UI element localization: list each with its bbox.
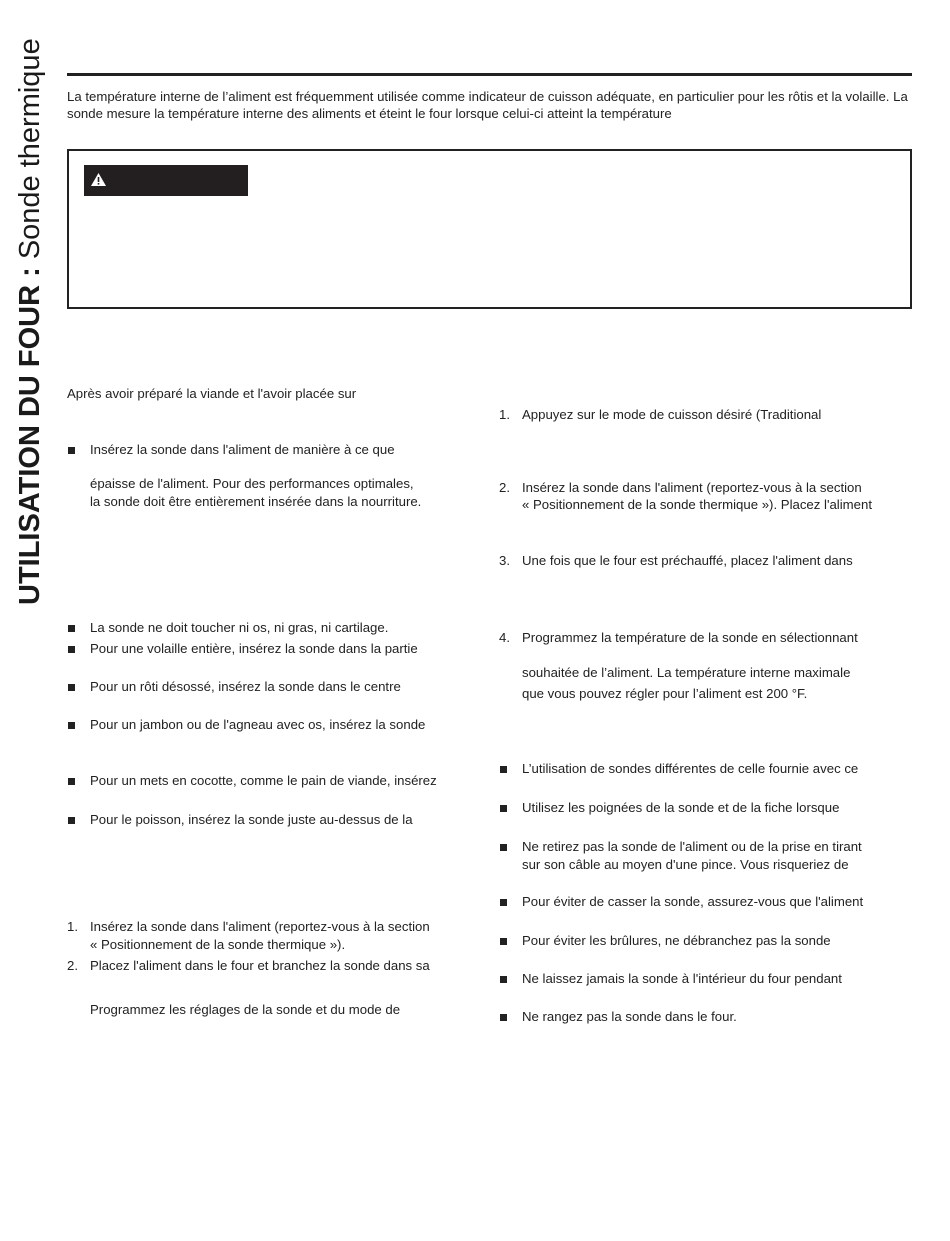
- left-step-2-number: 2.: [67, 958, 78, 973]
- right-step-3-number: 3.: [499, 553, 510, 568]
- insert-bullet-line-2: épaisse de l'aliment. Pour des performances optimales,: [90, 476, 414, 491]
- bullet-marker: [68, 778, 75, 785]
- right-bullet-1: L’utilisation de sondes différentes de celle fournie avec ce: [522, 761, 859, 776]
- bullet-marker: [68, 447, 75, 454]
- right-step-4-cont-2: que vous pouvez régler pour l’aliment est 200 °F.: [522, 686, 808, 701]
- right-step-2-line-2: « Positionnement de la sonde thermique »). Placez l'aliment: [522, 497, 872, 512]
- right-step-2-number: 2.: [499, 480, 510, 495]
- left-bullet-6: Pour le poisson, insérez la sonde juste au-dessus de la: [90, 812, 413, 827]
- side-title: [10, 38, 50, 708]
- bullet-marker: [500, 805, 507, 812]
- right-bullet-6: Ne laissez jamais la sonde à l'intérieur du four pendant: [522, 971, 842, 986]
- insert-bullet-line-1: Insérez la sonde dans l'aliment de manière à ce que: [90, 442, 395, 457]
- bullet-marker: [500, 766, 507, 773]
- warning-label: [84, 165, 248, 196]
- left-step-1-line-1: Insérez la sonde dans l'aliment (reportez-vous à la section: [90, 919, 430, 934]
- bullet-marker: [68, 625, 75, 632]
- right-bullet-3-line-2: sur son câble au moyen d'une pince. Vous risqueriez de: [522, 857, 849, 872]
- right-step-4-cont-1: souhaitée de l’aliment. La température interne maximale: [522, 665, 851, 680]
- side-title-bold: UTILISATION DU FOUR :: [14, 266, 46, 605]
- left-bullet-3: Pour un rôti désossé, insérez la sonde dans le centre: [90, 679, 401, 694]
- left-step-1-line-2: « Positionnement de la sonde thermique »).: [90, 937, 346, 952]
- bullet-marker: [68, 722, 75, 729]
- side-title-regular: Sonde thermique: [14, 38, 46, 267]
- right-bullet-3-line-1: Ne retirez pas la sonde de l'aliment ou de la prise en tirant: [522, 839, 862, 854]
- insert-bullet-line-3: la sonde doit être entièrement insérée dans la nourriture.: [90, 494, 422, 509]
- bullet-marker: [500, 938, 507, 945]
- right-step-4-line-1: Programmez la température de la sonde en sélectionnant: [522, 630, 858, 645]
- left-bullet-5: Pour un mets en cocotte, comme le pain de viande, insérez: [90, 773, 437, 788]
- bullet-marker: [500, 899, 507, 906]
- right-bullet-2: Utilisez les poignées de la sonde et de la fiche lorsque: [522, 800, 840, 815]
- left-bullet-1: La sonde ne doit toucher ni os, ni gras, ni cartilage.: [90, 620, 389, 635]
- top-rule: [67, 73, 912, 76]
- left-step-2-line-1: Placez l'aliment dans le four et branchez la sonde dans sa: [90, 958, 430, 973]
- bullet-marker: [500, 976, 507, 983]
- bullet-marker: [68, 684, 75, 691]
- bullet-marker: [500, 1014, 507, 1021]
- right-step-2-line-1: Insérez la sonde dans l'aliment (reportez-vous à la section: [522, 480, 862, 495]
- right-bullet-7: Ne rangez pas la sonde dans le four.: [522, 1009, 737, 1024]
- bullet-marker: [500, 844, 507, 851]
- left-step-text: Programmez les réglages de la sonde et du mode de: [90, 1002, 401, 1017]
- right-step-3-line-1: Une fois que le four est préchauffé, placez l'aliment dans: [522, 553, 853, 568]
- left-bullet-4: Pour un jambon ou de l'agneau avec os, insérez la sonde: [90, 717, 426, 732]
- intro-paragraph: La température interne de l’aliment est fréquemment utilisée comme indicateur de cuisson adéquate, en particulier pour les rôtis et la volaille. La sonde mesure la température interne des aliments et éteint le four lorsque celui-ci atteint la température: [67, 89, 908, 121]
- bullet-marker: [68, 817, 75, 824]
- right-step-1-line-1: Appuyez sur le mode de cuisson désiré (Traditional: [522, 407, 822, 422]
- right-bullet-4: Pour éviter de casser la sonde, assurez-vous que l'aliment: [522, 894, 864, 909]
- right-bullet-5: Pour éviter les brûlures, ne débranchez pas la sonde: [522, 933, 831, 948]
- warning-triangle-icon: [91, 173, 106, 186]
- left-step-1-number: 1.: [67, 919, 78, 934]
- left-bullet-2: Pour une volaille entière, insérez la sonde dans la partie: [90, 641, 418, 656]
- right-step-4-number: 4.: [499, 630, 510, 645]
- warning-box: [67, 149, 912, 309]
- left-para-1: Après avoir préparé la viande et l'avoir placée sur: [67, 386, 357, 401]
- bullet-marker: [68, 646, 75, 653]
- right-step-1-number: 1.: [499, 407, 510, 422]
